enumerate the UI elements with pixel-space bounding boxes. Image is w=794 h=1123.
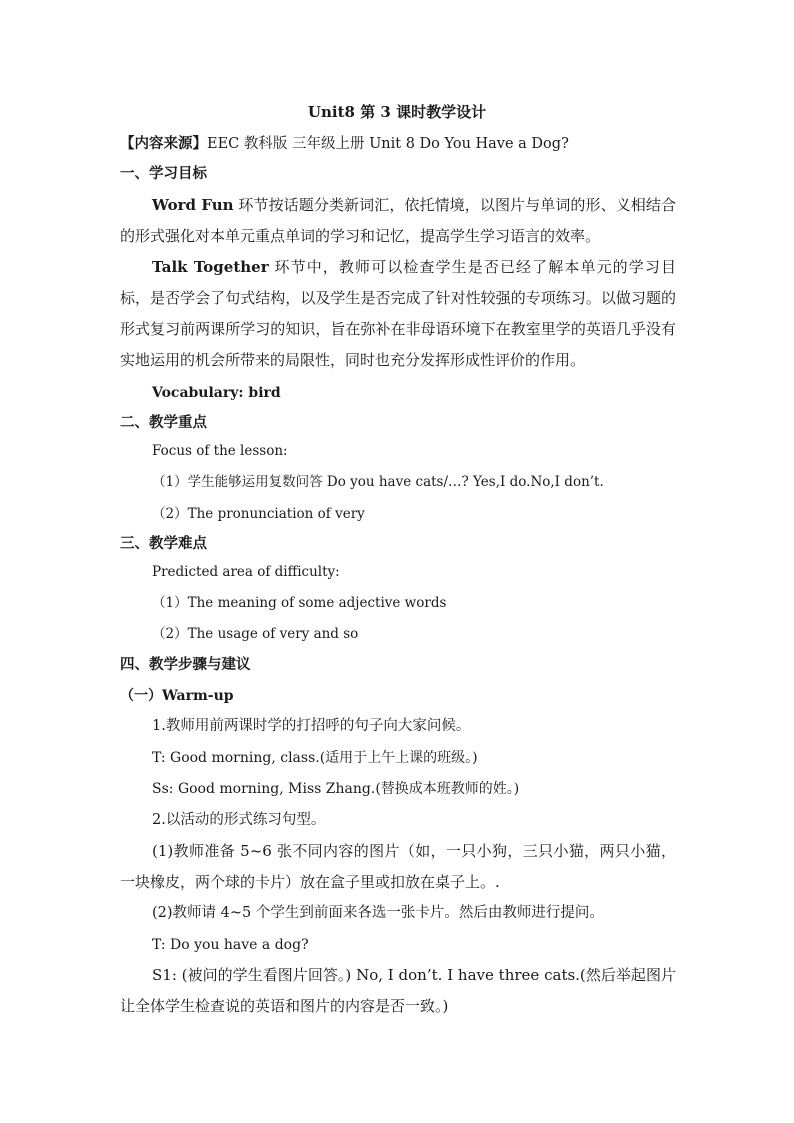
step-2-2: (2)教师请 4~5 个学生到前面来各选一张卡片。然后由教师进行提问。 <box>152 905 604 921</box>
content-source-text: EEC 教科版 三年级上册 Unit 8 Do You Have a Dog? <box>207 136 569 152</box>
difficulty-intro: Predicted area of difficulty: <box>152 564 340 580</box>
word-fun-lead: Word Fun <box>152 196 234 214</box>
section-heading-learning-goals: 一、学习目标 <box>120 165 207 182</box>
paragraph-word-fun <box>120 190 676 252</box>
content-source-label: 【内容来源】 <box>120 135 207 152</box>
paragraph-student-answer: S1: (被问的学生看图片回答。) No, I don’t. I have three cats.(然后举起图片让全体学生检查说的英语和图片的内容是否一致。) <box>120 966 676 1015</box>
focus-item-2: （2）The pronunciation of very <box>152 506 365 522</box>
paragraph-talk-together <box>120 252 676 376</box>
step-1: 1.教师用前两课时学的打招呼的句子向大家问候。 <box>152 718 471 734</box>
content-source-line <box>120 134 569 154</box>
section-heading-difficulties: 三、教学难点 <box>120 535 207 552</box>
dialogue-students-greeting: Ss: Good morning, Miss Zhang.(替换成本班教师的姓。) <box>152 781 520 797</box>
step-2: 2.以活动的形式练习句型。 <box>152 812 326 828</box>
focus-intro: Focus of the lesson: <box>152 443 288 459</box>
document-title: Unit8 第 3 课时教学设计 <box>307 103 487 121</box>
talk-together-text: 环节中，教师可以检查学生是否已经了解本单元的学习目标，是否学会了句式结构，以及学生是否完成了针对性较强的专项练习。以做习题的形式复习前两课所学习的知识，旨在弥补在非母语环境下在教室里学的英语几乎没有实地运用的机会所带来的局限性，同时也充分发挥形成性评价的作用。 <box>120 258 676 369</box>
section-heading-key-points: 二、教学重点 <box>120 414 207 431</box>
subheading-warm-up: （一）Warm-up <box>120 688 234 704</box>
talk-together-lead: Talk Together <box>152 258 269 276</box>
word-fun-text: 环节按话题分类新词汇，依托情境，以图片与单词的形、义相结合的形式强化对本单元重点单词的学习和记忆，提高学生学习语言的效率。 <box>120 196 676 245</box>
dialogue-teacher-question: T: Do you have a dog? <box>152 937 309 953</box>
paragraph-step-2-1: (1)教师准备 5~6 张不同内容的图片（如，一只小狗，三只小猫，两只小猫，一块橡皮，两个球的卡片）放在盒子里或扣放在桌子上。. <box>120 842 676 891</box>
difficulty-item-2: （2）The usage of very and so <box>152 626 359 642</box>
difficulty-item-1: （1）The meaning of some adjective words <box>152 595 447 611</box>
vocabulary-line: Vocabulary: bird <box>152 385 281 401</box>
dialogue-teacher-greeting: T: Good morning, class.(适用于上午上课的班级。) <box>152 750 478 766</box>
focus-item-1: （1）学生能够运用复数问答 Do you have cats/…? Yes,I do.No,I don’t. <box>152 474 604 490</box>
section-heading-steps: 四、教学步骤与建议 <box>120 656 251 673</box>
